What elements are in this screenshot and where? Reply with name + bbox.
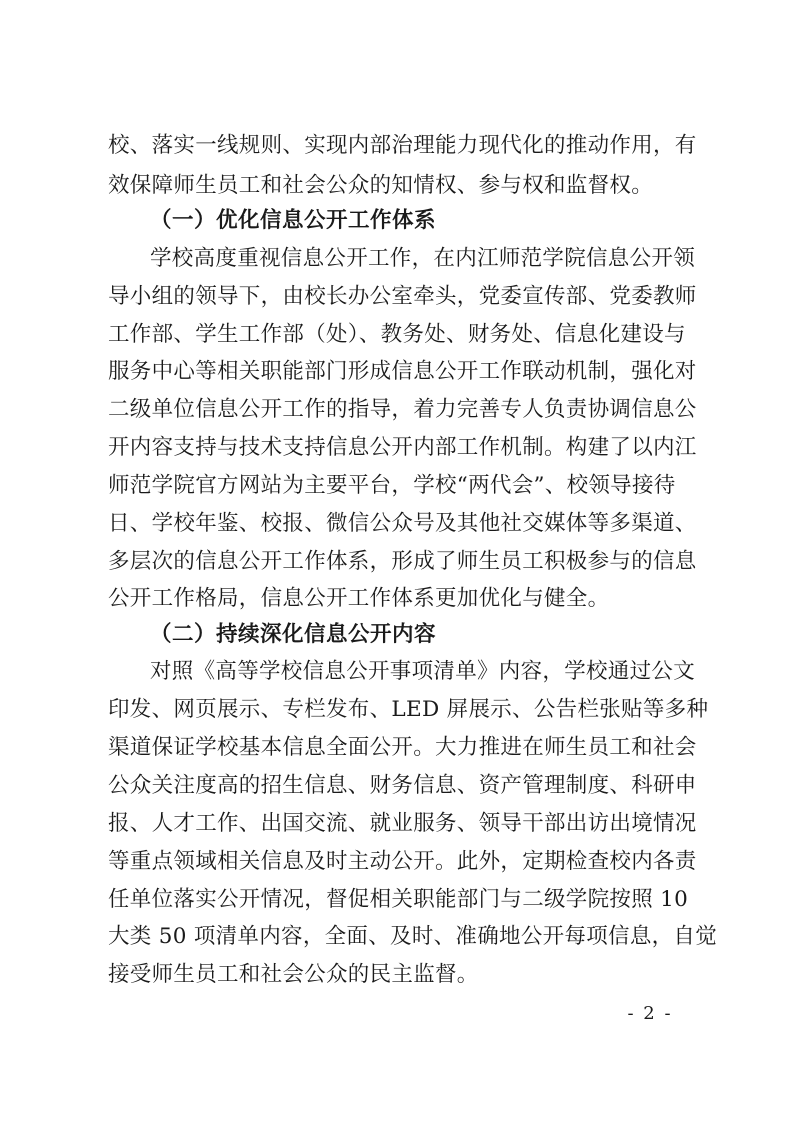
paragraph-line: 校、落实一线规则、实现内部治理能力现代化的推动作用，有 bbox=[108, 133, 697, 158]
paragraph-line: 日、学校年鉴、校报、微信公众号及其他社交媒体等多渠道、 bbox=[108, 511, 697, 536]
paragraph-line: 开内容支持与技术支持信息公开内部工作机制。构建了以内江 bbox=[108, 435, 697, 460]
paragraph-line: 师范学院官方网站为主要平台，学校“两代会”、校领导接待 bbox=[108, 473, 676, 498]
section-heading-1: （一）优化信息公开工作体系 bbox=[150, 208, 437, 233]
paragraph-line: 印发、网页展示、专栏发布、LED 屏展示、公告栏张贴等多种 bbox=[108, 697, 709, 722]
paragraph-line: 学校高度重视信息公开工作，在内江师范学院信息公开领 bbox=[150, 246, 696, 271]
paragraph-line: 报、人才工作、出国交流、就业服务、领导干部出访出境情况 bbox=[108, 811, 697, 836]
paragraph-line: 对照《高等学校信息公开事项清单》内容，学校通过公文 bbox=[150, 659, 696, 684]
page-number: - 2 - bbox=[627, 1003, 673, 1024]
paragraph-line: 导小组的领导下，由校长办公室牵头，党委宣传部、党委教师 bbox=[108, 284, 697, 309]
section-heading-2: （二）持续深化信息公开内容 bbox=[150, 622, 437, 647]
paragraph-line: 接受师生员工和社会公众的民主监督。 bbox=[108, 962, 479, 987]
paragraph-line: 效保障师生员工和社会公众的知情权、参与权和监督权。 bbox=[108, 173, 654, 198]
paragraph-line: 等重点领域相关信息及时主动公开。此外，定期检查校内各责 bbox=[108, 849, 697, 874]
paragraph-line: 渠道保证学校基本信息全面公开。大力推进在师生员工和社会 bbox=[108, 735, 697, 760]
paragraph-line: 二级单位信息公开工作的指导，着力完善专人负责协调信息公 bbox=[108, 397, 697, 422]
paragraph-line: 公众关注度高的招生信息、财务信息、资产管理制度、科研申 bbox=[108, 773, 697, 798]
paragraph-line: 公开工作格局，信息公开工作体系更加优化与健全。 bbox=[108, 586, 610, 611]
paragraph-line: 多层次的信息公开工作体系，形成了师生员工积极参与的信息 bbox=[108, 549, 697, 574]
paragraph-line: 工作部、学生工作部（处）、教务处、财务处、信息化建设与 bbox=[108, 322, 686, 347]
paragraph-line: 服务中心等相关职能部门形成信息公开工作联动机制，强化对 bbox=[108, 359, 697, 384]
paragraph-line: 任单位落实公开情况，督促相关职能部门与二级学院按照 10 bbox=[108, 887, 689, 912]
paragraph-line: 大类 50 项清单内容，全面、及时、准确地公开每项信息，自觉 bbox=[108, 924, 718, 949]
